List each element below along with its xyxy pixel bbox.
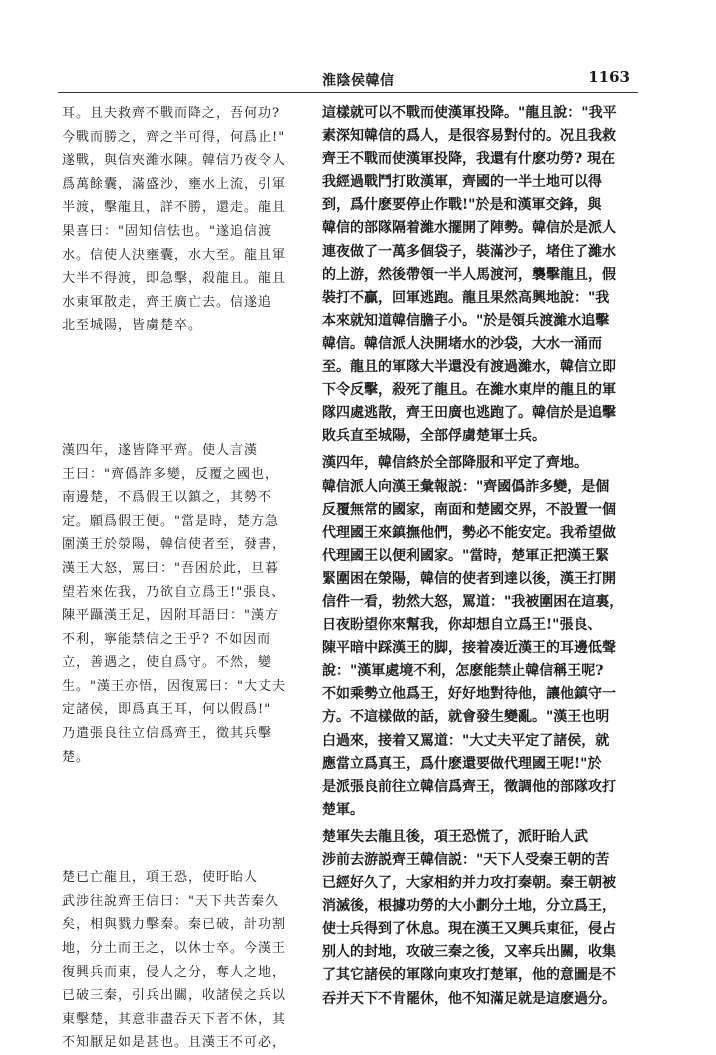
page-header <box>300 70 630 94</box>
classical-text-column <box>62 102 290 1055</box>
translation-paragraph-1: 這樣就可以不戰而使漢軍投降。"龍且說："我平 素深知韓信的爲人，是很容易對付的。况且我救 齊王不戰而使漢軍投降，我還有什麽功勞? 現在 我經過戰鬥打敗漢軍，齊國的一半土地可以得 到，爲什麽要停止作戰!"於是和漢軍交鋒，與 韓信的部隊隔着濰水擺開了陣勢。韓信於是派人 連夜做了一萬多個袋子，裝滿沙子，堵住了濰水 的上游，然後帶領一半人馬渡河，襲擊龍且，假 裝打不贏，回軍逃跑。龍且果然高興地說："我 本來就知道韓信膽子小。"於是領兵渡濰水追擊 韓信。韓信派人決開堵水的沙袋，大水一涌而 至。龍且的軍隊大半還没有渡過濰水，韓信立即 下令反擊，殺死了龍且。在濰水東岸的龍且的軍 隊四處逃散，齊王田廣也逃跑了。韓信於是追擊 敗兵直至城陽，全部俘虜楚軍士兵。 <box>322 105 617 445</box>
classical-paragraph-3: 楚已亡龍且，項王恐，使盱眙人 武涉往說齊王信曰："天下共苦秦久 矣，相與戮力擊秦。秦已破，計功割 地，分土而王之，以休士卒。今漢王 復興兵而東，侵人之分，奪人之地， 已破三秦，引兵出關，收諸侯之兵以 東擊楚，其意非盡吞天下者不休，其 不知厭足如是甚也。且漢王不可必， <box>62 870 287 1051</box>
translation-paragraph-2: 漢四年，韓信終於全部降服和平定了齊地。 韓信派人向漢王彙報説："齊國僞詐多變，是個 反覆無常的國家，南面和楚國交界，不設置一個 代理國王來鎮撫他們，勢必不能安定。我希望做 代理國王以便利國家。"當時，楚軍正把漢王緊 緊圍困在滎陽，韓信的使者到達以後，漢王打開 信件一看，勃然大怒，罵道："我被圍困在這裏， 日夜盼望你來幫我，你却想自立爲王!"張良、 陳平暗中踩漢王的脚，接着凑近漢王的耳邊低聲 說："漢軍處境不利，怎麽能禁止韓信稱王呢? 不如乘勢立他爲王，好好地對待他，讓他鎮守一 方。不這樣做的話，就會發生變亂。"漢王也明 白過來，接着又罵道："大丈夫平定了諸侯，就 應當立爲真王，爲什麽還要做代理國王呢!"於 是派張良前往立韓信爲齊王，徵調他的部隊攻打 楚軍。 <box>322 455 624 818</box>
classical-paragraph-1: 耳。且夫救齊不戰而降之，吾何功? 今戰而勝之，齊之半可得，何爲止!" 遂戰，與信夾濰水陳。韓信乃夜令人 爲萬餘囊，滿盛沙，壅水上流，引軍 半渡，擊龍且，詳不勝，還走。龍且 果喜曰："固知信怯也。"遂追信渡 水。信使人決壅囊，水大至。龍且軍 大半不得渡，即急擊，殺龍且。龍且 水東軍散走，齊王廣亡去。信遂追 北至城陽，皆虜楚卒。 <box>62 106 287 334</box>
classical-paragraph-2: 漢四年，遂皆降平齊。使人言漢 王曰："齊僞詐多變，反覆之國也， 南邊楚，不爲假王以鎮之，其勢不 定。願爲假王便。"當是時，楚方急 圍漢王於滎陽，韓信使者至，發書， 漢王大怒，罵曰："吾困於此，旦暮 望若來佐我，乃欲自立爲王!"張良、 陳平躡漢王足，因附耳語曰："漢方 不利，寧能禁信之王乎? 不如因而 立，善遇之，使自爲守。不然，變 生。"漢王亦悟，因復罵曰："大丈夫 定諸侯，即爲真王耳，何以假爲!" 乃遣張良往立信爲齊王，徵其兵擊 楚。 <box>62 442 287 765</box>
header-rule <box>58 92 638 93</box>
translation-paragraph-3: 楚軍失去龍且後，項王恐慌了，派盱眙人武 涉前去游説齊王韓信説："天下人受秦王朝的苦 已經好久了，大家相約并力攻打秦朝。秦王朝被 消滅後，根據功勞的大小劃分土地，分立爲王， 使士兵得到了休息。現在漢王又興兵東征，侵占 别人的封地，攻破三秦之後，又率兵出關，收集 了其它諸侯的軍隊向東攻打楚軍，他的意圖是不 吞并天下不肯罷休，他不知滿足就是這麽過分。 <box>322 828 616 1007</box>
translation-column <box>322 102 644 1011</box>
paragraph-spacer <box>62 769 290 866</box>
paragraph-spacer <box>62 338 290 439</box>
page-number: 1163 <box>588 68 630 86</box>
running-title: 淮陰侯韓信 <box>322 73 395 89</box>
